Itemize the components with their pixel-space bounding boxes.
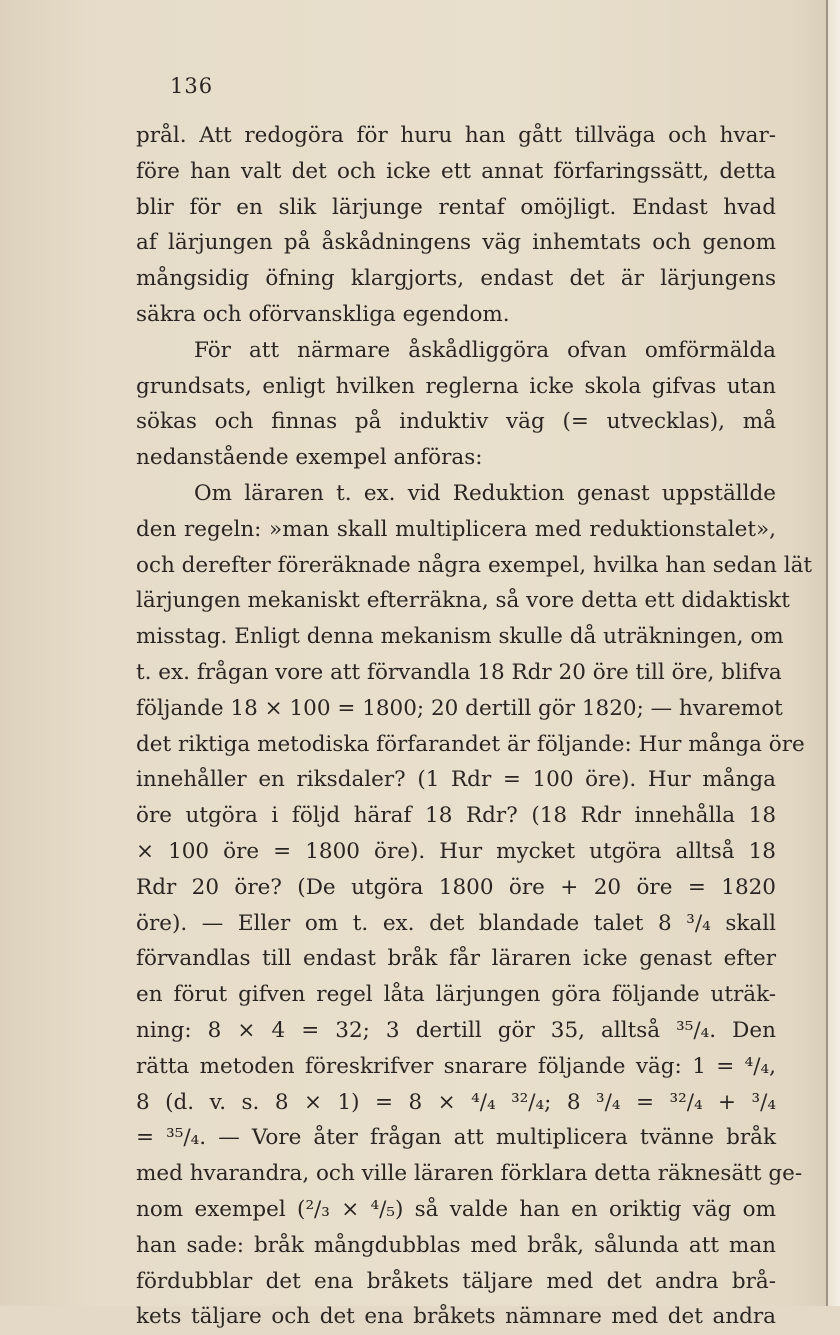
text-line: med hvarandra, och ville läraren förklara detta räknesätt ge- (136, 1161, 803, 1187)
text-line: den regeln: »man skall multiplicera med reduktionstalet», (136, 516, 776, 542)
text-line: han sade: bråk mångdubblas med bråk, sålunda att man (136, 1232, 776, 1258)
text-line: misstag. Enligt denna mekanism skulle då uträkningen, om (136, 624, 784, 650)
text-line: lärjungen mekaniskt efterräkna, så vore detta ett didaktiskt (136, 588, 790, 614)
text-line: blir för en slik lärjunge rentaf omöjligt. Endast hvad (136, 194, 776, 220)
text-line: och derefter föreräknade några exempel, hvilka han sedan lät (136, 552, 813, 578)
text-line: För att närmare åskådliggöra ofvan omförmälda (194, 337, 776, 363)
text-line: det riktiga metodiska förfarandet är följande: Hur många öre (136, 731, 805, 757)
text-line: 8 (d. v. s. 8 × 1) = 8 × ⁴/₄ ³²/₄; 8 ³/₄ = ³²/₄ + ³/₄ (136, 1089, 776, 1115)
page-edge (826, 0, 840, 1306)
page-number: 136 (170, 74, 214, 98)
text-line: nedanstående exempel anföras: (136, 445, 483, 471)
text-line: nom exempel (²/₃ × ⁴/₅) så valde han en oriktig väg om (136, 1196, 776, 1222)
text-line: öre utgöra i följd häraf 18 Rdr? (18 Rdr innehålla 18 (136, 803, 776, 829)
text-line: rätta metoden föreskrifver snarare följande väg: 1 = ⁴/₄, (136, 1053, 776, 1079)
text-line: följande 18 × 100 = 1800; 20 dertill gör 1820; — hvaremot (136, 695, 783, 721)
text-line: en förut gifven regel låta lärjungen göra följande uträk- (136, 982, 776, 1008)
text-line: före han valt det och icke ett annat förfaringssätt, detta (136, 158, 776, 184)
text-line: kets täljare och det ena bråkets nämnare med det andra (136, 1304, 776, 1330)
text-line: säkra och oförvanskliga egendom. (136, 301, 510, 327)
text-line: prål. Att redogöra för huru han gått tillväga och hvar- (136, 123, 776, 148)
text-line: öre). — Eller om t. ex. det blandade talet 8 ³/₄ skall (136, 910, 776, 936)
text-line: × 100 öre = 1800 öre). Hur mycket utgöra alltså 18 (136, 838, 776, 864)
text-line: förvandlas till endast bråk får läraren icke genast efter (136, 946, 776, 972)
text-line: t. ex. frågan vore att förvandla 18 Rdr 20 öre till öre, blifva (136, 659, 782, 685)
text-line: mångsidig öfning klargjorts, endast det är lärjungens (136, 266, 776, 292)
body-text (136, 118, 813, 1335)
text-line: grundsats, enligt hvilken reglerna icke skola gifvas utan (136, 373, 776, 399)
text-line: af lärjungen på åskådningens väg inhemtats och genom (136, 230, 776, 256)
text-line: ning: 8 × 4 = 32; 3 dertill gör 35, alltså ³⁵/₄. Den (136, 1017, 776, 1043)
text-line: Rdr 20 öre? (De utgöra 1800 öre + 20 öre = 1820 (136, 874, 776, 900)
text-line: innehåller en riksdaler? (1 Rdr = 100 öre). Hur många (136, 767, 776, 793)
text-line: Om läraren t. ex. vid Reduktion genast uppställde (194, 480, 776, 506)
text-line: = ³⁵/₄. — Vore åter frågan att multiplicera tvänne bråk (136, 1125, 776, 1151)
text-line: fördubblar det ena bråkets täljare med det andra brå- (136, 1268, 776, 1294)
text-line: sökas och finnas på induktiv väg (= utvecklas), må (136, 409, 776, 435)
